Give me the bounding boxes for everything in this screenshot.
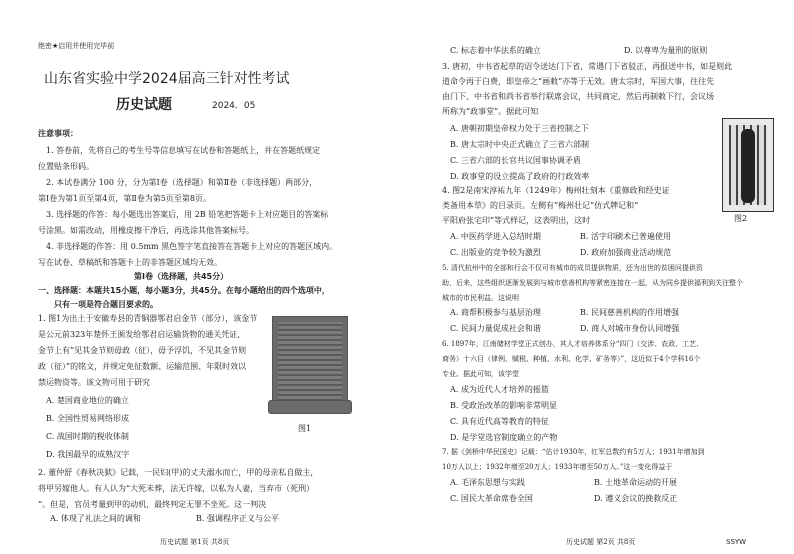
q6-option-d: D. 是学堂选官制度确立的产物 [450,433,558,442]
q5-option-a: A. 商帮积极参与基层治理 [450,308,541,317]
q4-option-a: A. 中医药学进入总结时期 [450,232,541,241]
q5-option-d: D. 商人对城市身份认同增强 [580,324,680,333]
notes-line: 3. 选择题的作答：每小题选出答案后，用 2B 铅笔把答题卡上对应题目的答案标 [46,210,329,219]
footer-right: 历史试题 第2页 共8页 [566,538,636,546]
notes-line: 1. 答卷前，先将自己的考生号等信息填写在试卷和答题纸上，并在答题纸规定 [46,146,321,155]
figure-1-bronze-tally [272,316,348,410]
exam-date: 2024．05 [212,101,256,111]
notes-line: 第Ⅰ卷为第1页至第4页，第Ⅱ卷为第5页至第8页。 [38,194,211,203]
q4-line: 4. 图2是南宋淳祐九年（1249年）梅州壮刻本《重修政和经史证 [442,186,670,195]
section-instruction: 一、选择题：本题共15小题，每小题3分，共45分。在每小题给出的四个选项中， [38,286,330,295]
q3-line: 3. 唐初，中书省起草的诏令送达门下省，常遇门下省驳正，再报送中书，如是则此 [442,62,733,71]
q5-line: 助，后来，这些组织逐渐发展到与城市慈善机构等紧密连接在一起，从为同乡提供福利到关注整个 [442,279,743,287]
figure-2-book-page [722,118,774,212]
notes-heading: 注意事项： [38,129,78,138]
q7-option-a: A. 毛泽东思想与实践 [450,478,525,487]
figure-1-bronze-base [268,400,352,414]
q7-option-b: B. 土地革命运动的开展 [594,478,677,487]
q6-option-a: A. 成为近代人才培养的摇篮 [450,385,549,394]
q4-line: 平阳府张宅印”等式样记，这表明出，这时 [442,216,591,225]
q3-option-c: C. 三省六部的长官共议国事协调矛盾 [450,156,581,165]
q1-option-a: A. 楚国商业地位的确立 [46,396,129,405]
notes-line: 4. 非选择题的作答：用 0.5mm 黑色签字笔直接答在答题卡上对应的答题区域内。 [46,242,338,251]
exam-title: 山东省实验中学2024届高三针对性考试 [44,71,290,87]
q1-line: 是公元前323年楚怀王颁发给鄂君启运输货物的通关凭证， [38,330,246,339]
q2-line: ”。但是，官员考量到甲的动机，最终判定无罪不坐死。这一判决 [38,500,267,509]
q4-option-d: D. 政府加强商业活动规范 [580,248,672,257]
q3-line: 所称为“政事堂”。据此可知 [442,107,539,116]
q2-option-b: B. 强调程序正义与公平 [196,514,279,523]
q2-option-d: D. 以尊卑为量刑的原则 [624,46,708,55]
q1-line: 金节上有“见其金节则毋政（征），毋予浮饥，不见其金节则 [38,346,247,355]
q1-option-d: D. 我国最早的成熟汉字 [46,450,130,459]
notes-line: 写在试卷、草稿纸和答题卡上的非答题区域均无效。 [38,258,222,267]
q5-line: 5. 清代杭州中的全部和行会不仅可有城市的成员提供物质，还为出世的贫困问提供资 [442,264,703,272]
q1-option-c: C. 战国时期的税收体制 [46,432,129,441]
q6-line: 专业。据此可知，该学堂 [442,370,519,378]
page-right [410,0,794,554]
q1-line: 政（征）”的铭文，并规定免征数额、运输范围、年限时效以 [38,362,247,371]
q6-line: 6. 1897年，江南储材学堂正式创办，其人才培养体系分“四门（交涉、农政、工艺、 [442,340,704,348]
notes-line: 号涂黑。如需改动，用橡皮擦干净后，再选涂其他答案标号。 [38,226,254,235]
q4-line: 类备用本草》的目录页。左侧有“梅州壮记”仿式牌记和“ [442,201,639,210]
q3-line: 道命令再于白费，即皇帝之“画敕”亦等于无效。唐太宗时，军国大事，往往先 [442,77,715,86]
figure-1-label: 图1 [298,424,312,433]
q5-option-c: C. 民间力量促成社会和谐 [450,324,541,333]
section-instruction-cont: 只有一项是符合题目要求的。 [54,300,158,309]
q7-option-d: D. 遵义会议的挽救反正 [594,494,678,503]
q3-option-a: A. 唐朝初期皇帝权力处于三省控制之下 [450,124,589,133]
q1-line: 1. 图1为出土于安徽寿县的青铜器鄂君启金节（部分），该金节 [38,314,258,323]
q3-option-d: D. 政事堂的设立提高了政府的行政效率 [450,172,590,181]
q6-line: 商务）十六目（律例、赋税、种植、水利、化学、矿务等）”，这近似于4个学科16个 [442,355,701,363]
q4-option-b: B. 活字印刷术已普遍使用 [580,232,671,241]
q2-line: 将甲另嫁他人。有人认为“大死未葬，法无许嫁，以私为人妻，当弃市（死刑） [38,484,315,493]
q1-line: 禁运物资等。该文物可用于研究 [38,378,150,387]
subject-title: 历史试题 [116,97,172,113]
q2-option-a: A. 体现了礼法之间的调和 [50,514,141,523]
q4-option-c: C. 出版业的竞争较为激烈 [450,248,541,257]
q3-line: 由门下、中书省和尚书省举行联席会议，共同商定，然后再制敕下行，会议场 [442,92,714,101]
q7-option-c: C. 国民大革命席卷全国 [450,494,533,503]
q7-line: 10万人以上；1932年增至20万人；1933年增至50万人。”这一变化得益于 [442,463,673,471]
q6-option-b: B. 受政治改革的影响非常明显 [450,401,557,410]
q3-option-b: B. 唐太宗时中央正式确立了三省六部制 [450,140,589,149]
q1-option-b: B. 全国性贸易网络形成 [46,414,129,423]
q5-line: 城市的市民利益。这说明 [442,294,519,302]
footer-left: 历史试题 第1页 共8页 [160,538,230,546]
q2-line: 2. 董仲舒《春秋决狱》记载，一民妇(甲)的丈夫溺水而亡，甲的母亲私自做主， [38,468,319,477]
q6-option-c: C. 具有近代高等教育的特征 [450,417,549,426]
confidential-mark: 绝密★启用并使用完毕前 [38,42,115,50]
notes-line: 2. 本试卷满分 100 分，分为第Ⅰ卷（选择题）和第Ⅱ卷（非选择题）两部分， [46,178,318,187]
figure-2-label: 图2 [734,214,748,223]
part1-heading: 第Ⅰ卷（选择题，共45分） [134,272,229,281]
footer-code: SSYW [726,538,747,546]
q7-line: 7. 据《剑桥中华民国史》记载：“估计1930年，红军总数约有5万人；1931年增加到 [442,448,705,456]
q5-option-b: B. 民间慈善机构的作用增强 [580,308,679,317]
q2-option-c: C. 标志着中华法系的确立 [450,46,541,55]
notes-line: 位置贴条形码。 [38,162,94,171]
